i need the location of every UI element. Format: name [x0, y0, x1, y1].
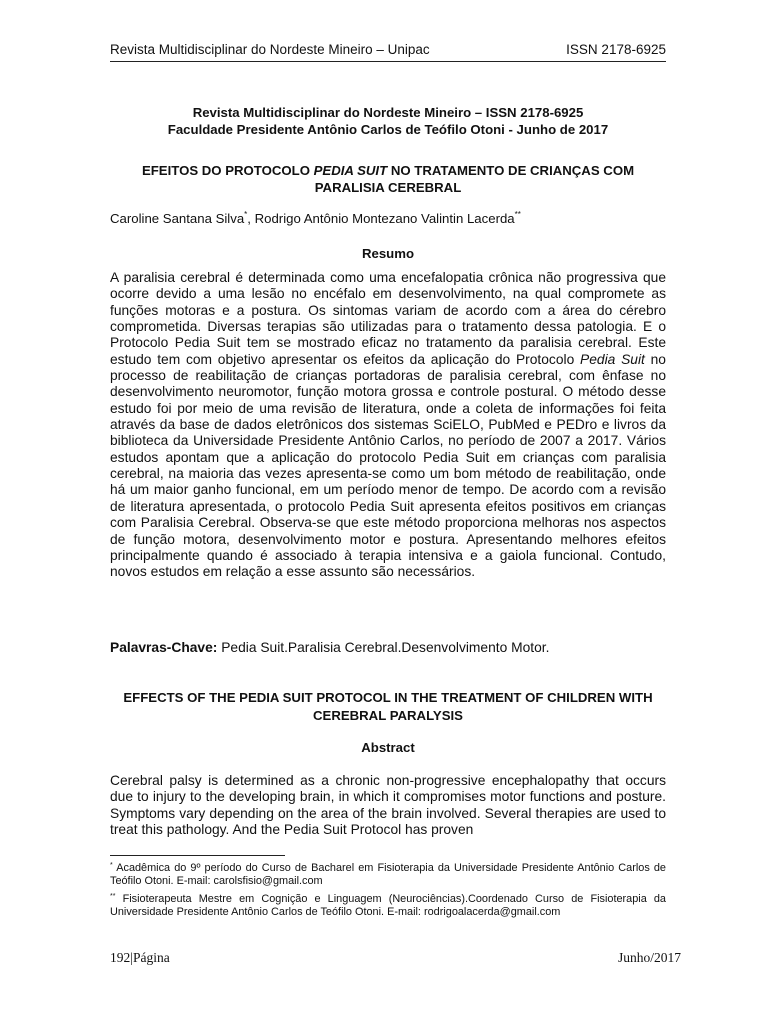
title-italic: PEDIA SUIT [313, 163, 388, 178]
title-part-1: EFEITOS DO PROTOCOLO [141, 163, 314, 178]
footer-date: Junho/2017 [618, 950, 682, 965]
resumo-body [110, 270, 666, 581]
resumo-text-a: A paralisia cerebral é determinada como uma encefalopatia crônica não progressiva que ocorre devido a uma lesão no encéfalo em desenvolvimento, na qual compromete as funções motoras e a postura. Os sintomas variam de acordo com a área do cérebro comprometida. Diversas terapias são utilizadas para o tratamento dessa patologia. E o Protocolo Pedia Suit tem se mostrado eficaz no tratamento da paralisia cerebral. Este estudo tem com objetivo apresentar os efeitos da aplicação do Protocolo [110, 270, 666, 367]
keywords [110, 640, 666, 655]
footnote-2 [110, 891, 666, 918]
author-separator: , [247, 211, 255, 226]
running-header-issn: ISSN 2178-6925 [566, 42, 666, 57]
footnote-2-text: Fisioterapeuta Mestre em Cognição e Linguagem (Neurociências).Coordenado Curso de Fisioterapia da Universidade Presidente Antônio Carlos de Teófilo Otoni. E-mail: rodrigoalacerda@gmail.com [110, 893, 666, 918]
page-number: 192|Página [110, 950, 170, 965]
abstract-body [110, 773, 666, 838]
footnote-1-mark: * [110, 862, 113, 869]
paper-title [110, 162, 666, 196]
footnote-1-text: Acadêmica do 9º período do Curso de Bacharel em Fisioterapia da Universidade Presidente Antônio Carlos de Teófilo Otoni. E-mail: carolsfisio@gmail.com [110, 862, 666, 887]
running-header [110, 42, 666, 60]
english-title: EFFECTS OF THE PEDIA SUIT PROTOCOL IN THE TREATMENT OF CHILDREN WITH CEREBRAL PARALYSIS [123, 690, 653, 723]
journal-info [110, 104, 666, 138]
resumo-text-b: no processo de reabilitação de crianças portadoras de paralisia cerebral, com ênfase no desenvolvimento neuromotor, função motora grossa e controle postural. O método desse estudo foi por meio de uma revisão de literatura, onde a coleta de informações foi feita através da base de dados eletrônicos dos sistemas SciELO, PubMed e PEDro e livros da biblioteca da Universidade Presidente Antônio Carlos, no período de 2007 a 2017. Vários estudos apontam que a aplicação do protocolo Pedia Suit em crianças com paralisia cerebral, na maioria das vezes apresenta-se como um bom método de reabilitação, onde há um maior ganho funcional, em um período menor de tempo. De acordo com a revisão de literatura apresentada, o protocolo Pedia Suit apresenta efeitos positivos em crianças com Paralisia Cerebral. Observa-se que este método proporciona melhoras nos aspectos de função motora, desenvolvimento motor e postura. Apresentando melhores efeitos principalmente quando é associado à terapia intensiva e a gaiola funcional. Contudo, novos estudos em relação a esse assunto são necessários. [110, 351, 666, 580]
authors [110, 210, 666, 226]
keywords-label: Palavras-Chave: [110, 640, 218, 655]
keywords-text: Pedia Suit.Paralisia Cerebral.Desenvolvimento Motor. [217, 640, 550, 655]
footnote-1 [110, 860, 666, 887]
running-header-journal: Revista Multidisciplinar do Nordeste Mineiro – Unipac [110, 42, 430, 57]
author-1: Caroline Santana Silva [110, 211, 245, 226]
author-2-mark: ** [514, 210, 521, 219]
title-part-2: NO TRATAMENTO DE CRIANÇAS COM PARALISIA CEREBRAL [314, 163, 635, 195]
author-2: Rodrigo Antônio Montezano Valintin Lacerda [254, 211, 515, 226]
abstract-text: Cerebral palsy is determined as a chronic non-progressive encephalopathy that occurs due to injury to the developing brain, in which it compromises motor functions and posture. Symptoms vary depending on the area of the brain involved. Several therapies are used to treat this pathology. And the Pedia Suit Protocol has proven [110, 773, 666, 838]
abstract-heading: Abstract [361, 740, 415, 755]
resumo-heading: Resumo [361, 246, 415, 261]
author-1-mark: * [244, 210, 248, 219]
resumo-text-italic: Pedia Suit [580, 351, 645, 367]
journal-line-1: Revista Multidisciplinar do Nordeste Mineiro – ISSN 2178-6925 [192, 105, 584, 120]
header-rule [110, 61, 666, 62]
footnote-rule [110, 855, 285, 856]
footnote-2-mark: ** [110, 893, 116, 900]
journal-line-2: Faculdade Presidente Antônio Carlos de Teófilo Otoni - Junho de 2017 [167, 122, 609, 137]
